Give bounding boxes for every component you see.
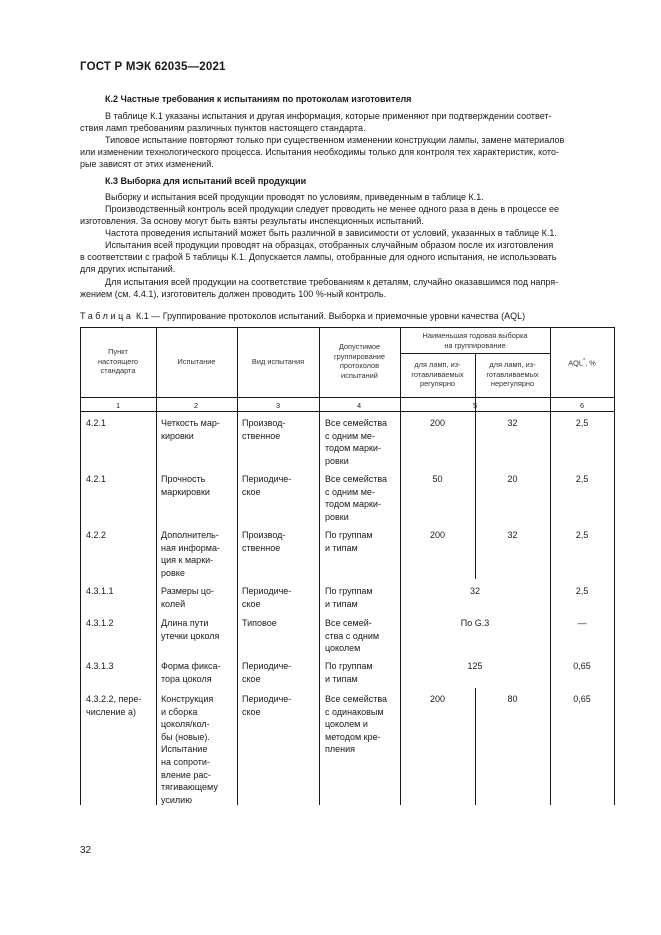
column-number: 6	[579, 401, 585, 410]
cell-clause: 4.3.1.1	[86, 586, 114, 596]
document-header: ГОСТ Р МЭК 62035—2021	[80, 61, 226, 73]
header-irregular: для ламп, из- готавливаемых нерегулярно	[486, 360, 539, 389]
text-line: жением (см. 4.4.1), изготовитель должен проводить 100 %-ный контроль.	[80, 289, 387, 300]
cell-aql: 2,5	[575, 474, 589, 484]
section-k3-paragraph	[80, 227, 614, 239]
cell-sample-regular: 200	[429, 530, 446, 540]
section-k2-paragraph	[80, 134, 614, 171]
section-k2-paragraph	[80, 110, 614, 134]
cell-sample-irregular: 20	[507, 474, 518, 484]
text-line: Частота проведения испытаний может быть различной в зависимости от условий, указанных в таблице К.1.	[105, 228, 557, 238]
cell-grouping: По группам и типам	[325, 661, 373, 684]
table-rule	[614, 327, 615, 805]
cell-grouping: Все семейства с одинаковым цоколем и методом кре- пления	[325, 694, 388, 755]
table-caption-text: К.1 — Группирование протоколов испытаний. Выборка и приемочные уровни качества (AQL)	[136, 311, 526, 321]
column-number: 3	[275, 401, 281, 410]
table-rule	[80, 411, 615, 412]
cell-sample-irregular: 32	[507, 530, 518, 540]
column-number: 1	[115, 401, 121, 410]
cell-sample-irregular: 32	[507, 418, 518, 428]
text-line: В таблице К.1 указаны испытания и другая информация, которые применяют при подтверждении соответ-	[105, 111, 552, 121]
text-line: Выборку и испытания всей продукции проводят по условиям, приведенным в таблице К.1.	[105, 192, 484, 202]
cell-aql: 2,5	[575, 418, 589, 428]
text-line: или изменении технологического процесса. Испытания необходимы только для контроля тех характеристик, кото-	[80, 147, 559, 158]
cell-test-type: Производ- ственное	[242, 418, 286, 441]
cell-sample-regular: 50	[432, 474, 443, 484]
section-k3-paragraph	[80, 203, 614, 227]
header-grouping: Допустимое группирование протоколов испытаний	[333, 342, 386, 380]
text-line: Испытания всей продукции проводят на образцах, отобранных случайным образом после их изготовления	[105, 240, 554, 250]
cell-grouping: По группам и типам	[325, 586, 373, 609]
cell-clause: 4.3.2.2, пере- числение а)	[86, 694, 142, 717]
cell-test: Длина пути утечки цоколя	[161, 618, 220, 641]
table-rule	[400, 327, 401, 805]
table-caption-label: Таблица	[80, 311, 134, 321]
text-line: Производственный контроль всей продукции следует проводить не менее одного раза в день в процессе ее	[105, 204, 560, 214]
cell-test: Дополнитель- ная информа- ция к марки- ровке	[161, 530, 220, 578]
cell-annual-sample: 125	[467, 661, 483, 671]
table-rule	[319, 327, 320, 805]
cell-annual-sample: По G.3	[460, 618, 490, 628]
table-rule	[475, 411, 476, 579]
text-line: Типовое испытание повторяют только при существенном изменении конструкции лампы, замене материалов	[105, 135, 565, 145]
header-test: Испытание	[177, 357, 216, 366]
cell-sample-irregular: 80	[507, 694, 518, 704]
cell-clause: 4.2.2	[86, 530, 107, 540]
cell-test: Прочность маркировки	[161, 474, 210, 497]
header-regular: для ламп, из- готавливаемых регулярно	[411, 360, 464, 389]
section-k3-title: К.3 Выборка для испытаний всей продукции	[105, 176, 307, 186]
cell-test-type: Периодиче- ское	[242, 586, 292, 609]
cell-grouping: Все семей- ства с одним цоколем	[325, 618, 380, 654]
cell-aql: 2,5	[575, 586, 589, 596]
cell-test-type: Периодиче- ское	[242, 694, 292, 717]
table-rule	[80, 397, 615, 398]
text-line: Для испытания всей продукции на соответствие требованиям к деталям, случайно оказавшимся под напря-	[105, 277, 559, 287]
cell-test-type: Производ- ственное	[242, 530, 286, 553]
cell-sample-regular: 200	[429, 418, 446, 428]
cell-test: Четкость мар- кировки	[161, 418, 220, 441]
text-line: для других испытаний.	[80, 264, 176, 275]
cell-aql: 2,5	[575, 530, 589, 540]
column-number: 5	[472, 401, 478, 410]
header-annual-sample: Наименьшая годовая выборка на группирование	[422, 331, 528, 350]
section-k3-paragraph	[80, 239, 614, 276]
cell-aql: —	[577, 618, 587, 628]
text-line: рые зависят от этих изменений.	[80, 159, 214, 170]
table-rule	[156, 327, 157, 805]
cell-test: Конструкция и сборка цоколя/кол- бы (новые). Испытание на сопроти- вление рас- тягивающему усилию	[161, 694, 218, 805]
cell-clause: 4.2.1	[86, 418, 107, 428]
cell-clause: 4.3.1.2	[86, 618, 114, 628]
section-k3-paragraph	[80, 276, 614, 300]
text-line: изготовления. За основу могут быть взяты результаты инспекционных испытаний.	[80, 216, 424, 227]
table-rule	[237, 327, 238, 805]
cell-grouping: Все семейства с одним ме- тодом марки- ровки	[325, 474, 388, 522]
text-line: в соответствии с графой 5 таблицы К.1. Допускается лампы, отобранные для одного испытания, не использовать	[80, 252, 557, 263]
column-number: 2	[193, 401, 199, 410]
cell-test: Форма фикса- тора цоколя	[161, 661, 221, 684]
cell-aql: 0,65	[573, 661, 591, 671]
cell-test: Размеры цо- колей	[161, 586, 214, 609]
cell-test-type: Периодиче- ское	[242, 474, 292, 497]
table-caption	[80, 311, 525, 321]
cell-clause: 4.3.1.3	[86, 661, 114, 671]
table-rule	[80, 327, 81, 805]
cell-grouping: По группам и типам	[325, 530, 373, 553]
cell-grouping: Все семейства с одним ме- тодом марки- ровки	[325, 418, 388, 466]
cell-annual-sample: 32	[469, 586, 480, 596]
page-number: 32	[80, 845, 92, 856]
cell-aql: 0,65	[573, 694, 591, 704]
column-number: 4	[356, 401, 362, 410]
table-rule	[550, 327, 551, 805]
cell-test-type: Типовое	[242, 618, 277, 628]
text-line: ствия ламп требованиям различных пунктов настоящего стандарта.	[80, 123, 366, 134]
header-aql: AQL*, %	[568, 358, 596, 368]
cell-sample-regular: 200	[429, 694, 446, 704]
section-k3-paragraph	[80, 191, 614, 203]
cell-test-type: Периодиче- ское	[242, 661, 292, 684]
cell-clause: 4.2.1	[86, 474, 107, 484]
table-rule	[80, 327, 615, 328]
header-clause: Пункт настоящего стандарта	[97, 347, 139, 376]
header-test-type: Вид испытания	[251, 357, 305, 366]
section-k2-title: К.2 Частные требования к испытаниям по протоколам изготовителя	[105, 94, 412, 104]
